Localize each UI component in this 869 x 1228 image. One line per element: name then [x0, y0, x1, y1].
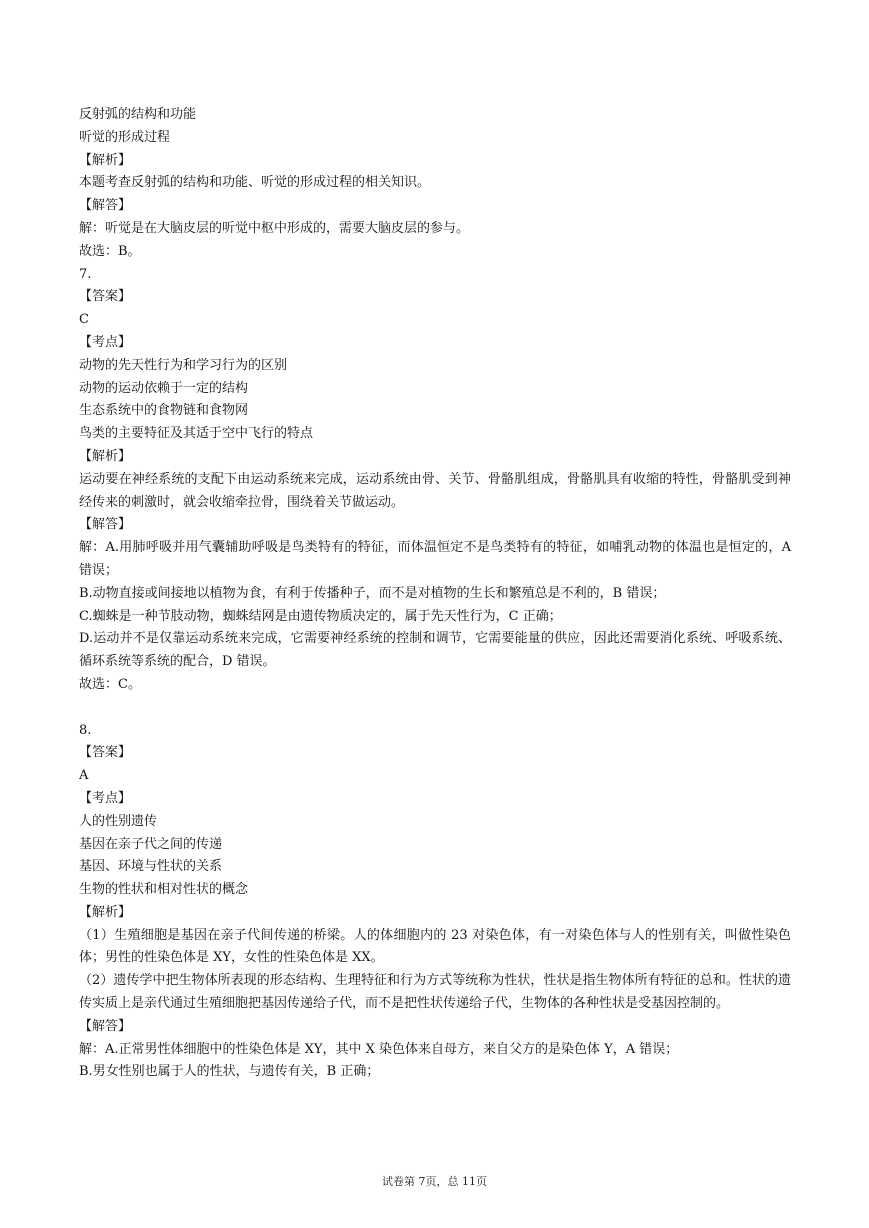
section-heading: 【解析】	[79, 904, 132, 920]
answer-value: C	[79, 312, 89, 328]
question-number: 8.	[79, 722, 92, 738]
text-line: 生态系统中的食物链和食物网	[79, 403, 249, 419]
text-line: 本题考查反射弧的结构和功能、听觉的形成过程的相关知识。	[79, 175, 431, 191]
paragraph: 解：A.用肺呼吸并用气囊辅助呼吸是鸟类特有的特征，而体温恒定不是鸟类特有的特征，如哺乳动物的体温也是恒定的，A 错误；	[79, 540, 791, 578]
text-line: 反射弧的结构和功能	[79, 107, 197, 122]
answer-value: A	[79, 768, 89, 784]
section-heading: 【解析】	[79, 448, 132, 464]
section-heading: 【考点】	[79, 790, 132, 806]
section-heading: 【解答】	[79, 198, 132, 214]
paragraph: （1）生殖细胞是基因在亲子代间传递的桥梁。人的体细胞内的 23 对染色体，有一对染色体与人的性别有关，叫做性染色体；男性的性染色体是 XY，女性的性染色体是 XX。	[79, 927, 791, 966]
text-line: 听觉的形成过程	[79, 129, 171, 145]
text-line: 动物的先天性行为和学习行为的区别	[79, 357, 288, 373]
text-line: C.蜘蛛是一种节肢动物，蜘蛛结网是由遗传物质决定的，属于先天性行为，C 正确；	[79, 608, 562, 624]
document-body	[79, 104, 791, 1084]
section-heading: 【答案】	[79, 289, 132, 305]
text-line: 基因在亲子代之间的传递	[79, 836, 223, 852]
text-line: 故选：B。	[79, 243, 141, 259]
text-line: B.男女性别也属于人的性状，与遗传有关，B 正确；	[79, 1064, 380, 1080]
question-number: 7.	[79, 266, 92, 282]
section-heading: 【解答】	[79, 517, 132, 533]
text-line: 基因、环境与性状的关系	[79, 859, 223, 875]
text-line: 解：听觉是在大脑皮层的听觉中枢中形成的，需要大脑皮层的参与。	[79, 220, 470, 236]
text-line: 动物的运动依赖于一定的结构	[79, 380, 249, 396]
spacer	[79, 697, 791, 720]
section-heading: 【考点】	[79, 334, 132, 350]
text-line: 生物的性状和相对性状的概念	[79, 882, 249, 898]
section-heading: 【解析】	[79, 152, 132, 168]
page-footer: 试卷第 7页，总 11页	[382, 1175, 487, 1188]
paragraph: 运动要在神经系统的支配下由运动系统来完成，运动系统由骨、关节、骨骼肌组成，骨骼肌具有收缩的特性，骨骼肌受到神经传来的刺激时，就会收缩牵拉骨，围绕着关节做运动。	[79, 471, 791, 510]
text-line: 故选：C。	[79, 676, 141, 692]
text-line: 鸟类的主要特征及其适于空中飞行的特点	[79, 426, 314, 442]
paragraph: （2）遗传学中把生物体所表现的形态结构、生理特征和行为方式等统称为性状，性状是指生物体所有特征的总和。性状的遗传实质上是亲代通过生殖细胞把基因传递给子代，而不是把性状传递给子代，生物体的各种性状是受基因控制的。	[79, 973, 791, 1012]
text-line: B.动物直接或间接地以植物为食，有利于传播种子，而不是对植物的生长和繁殖总是不利的，B 错误；	[79, 585, 666, 601]
section-heading: 【答案】	[79, 745, 132, 761]
paragraph: D.运动并不是仅靠运动系统来完成，它需要神经系统的控制和调节，它需要能量的供应，因此还需要消化系统、呼吸系统、循环系统等系统的配合，D 错误。	[79, 631, 791, 670]
text-line: 人的性别遗传	[79, 813, 158, 829]
text-line: 解：A.正常男性体细胞中的性染色体是 XY，其中 X 染色体来自母方，来自父方的是染色体 Y，A 错误；	[79, 1041, 679, 1057]
section-heading: 【解答】	[79, 1018, 132, 1034]
